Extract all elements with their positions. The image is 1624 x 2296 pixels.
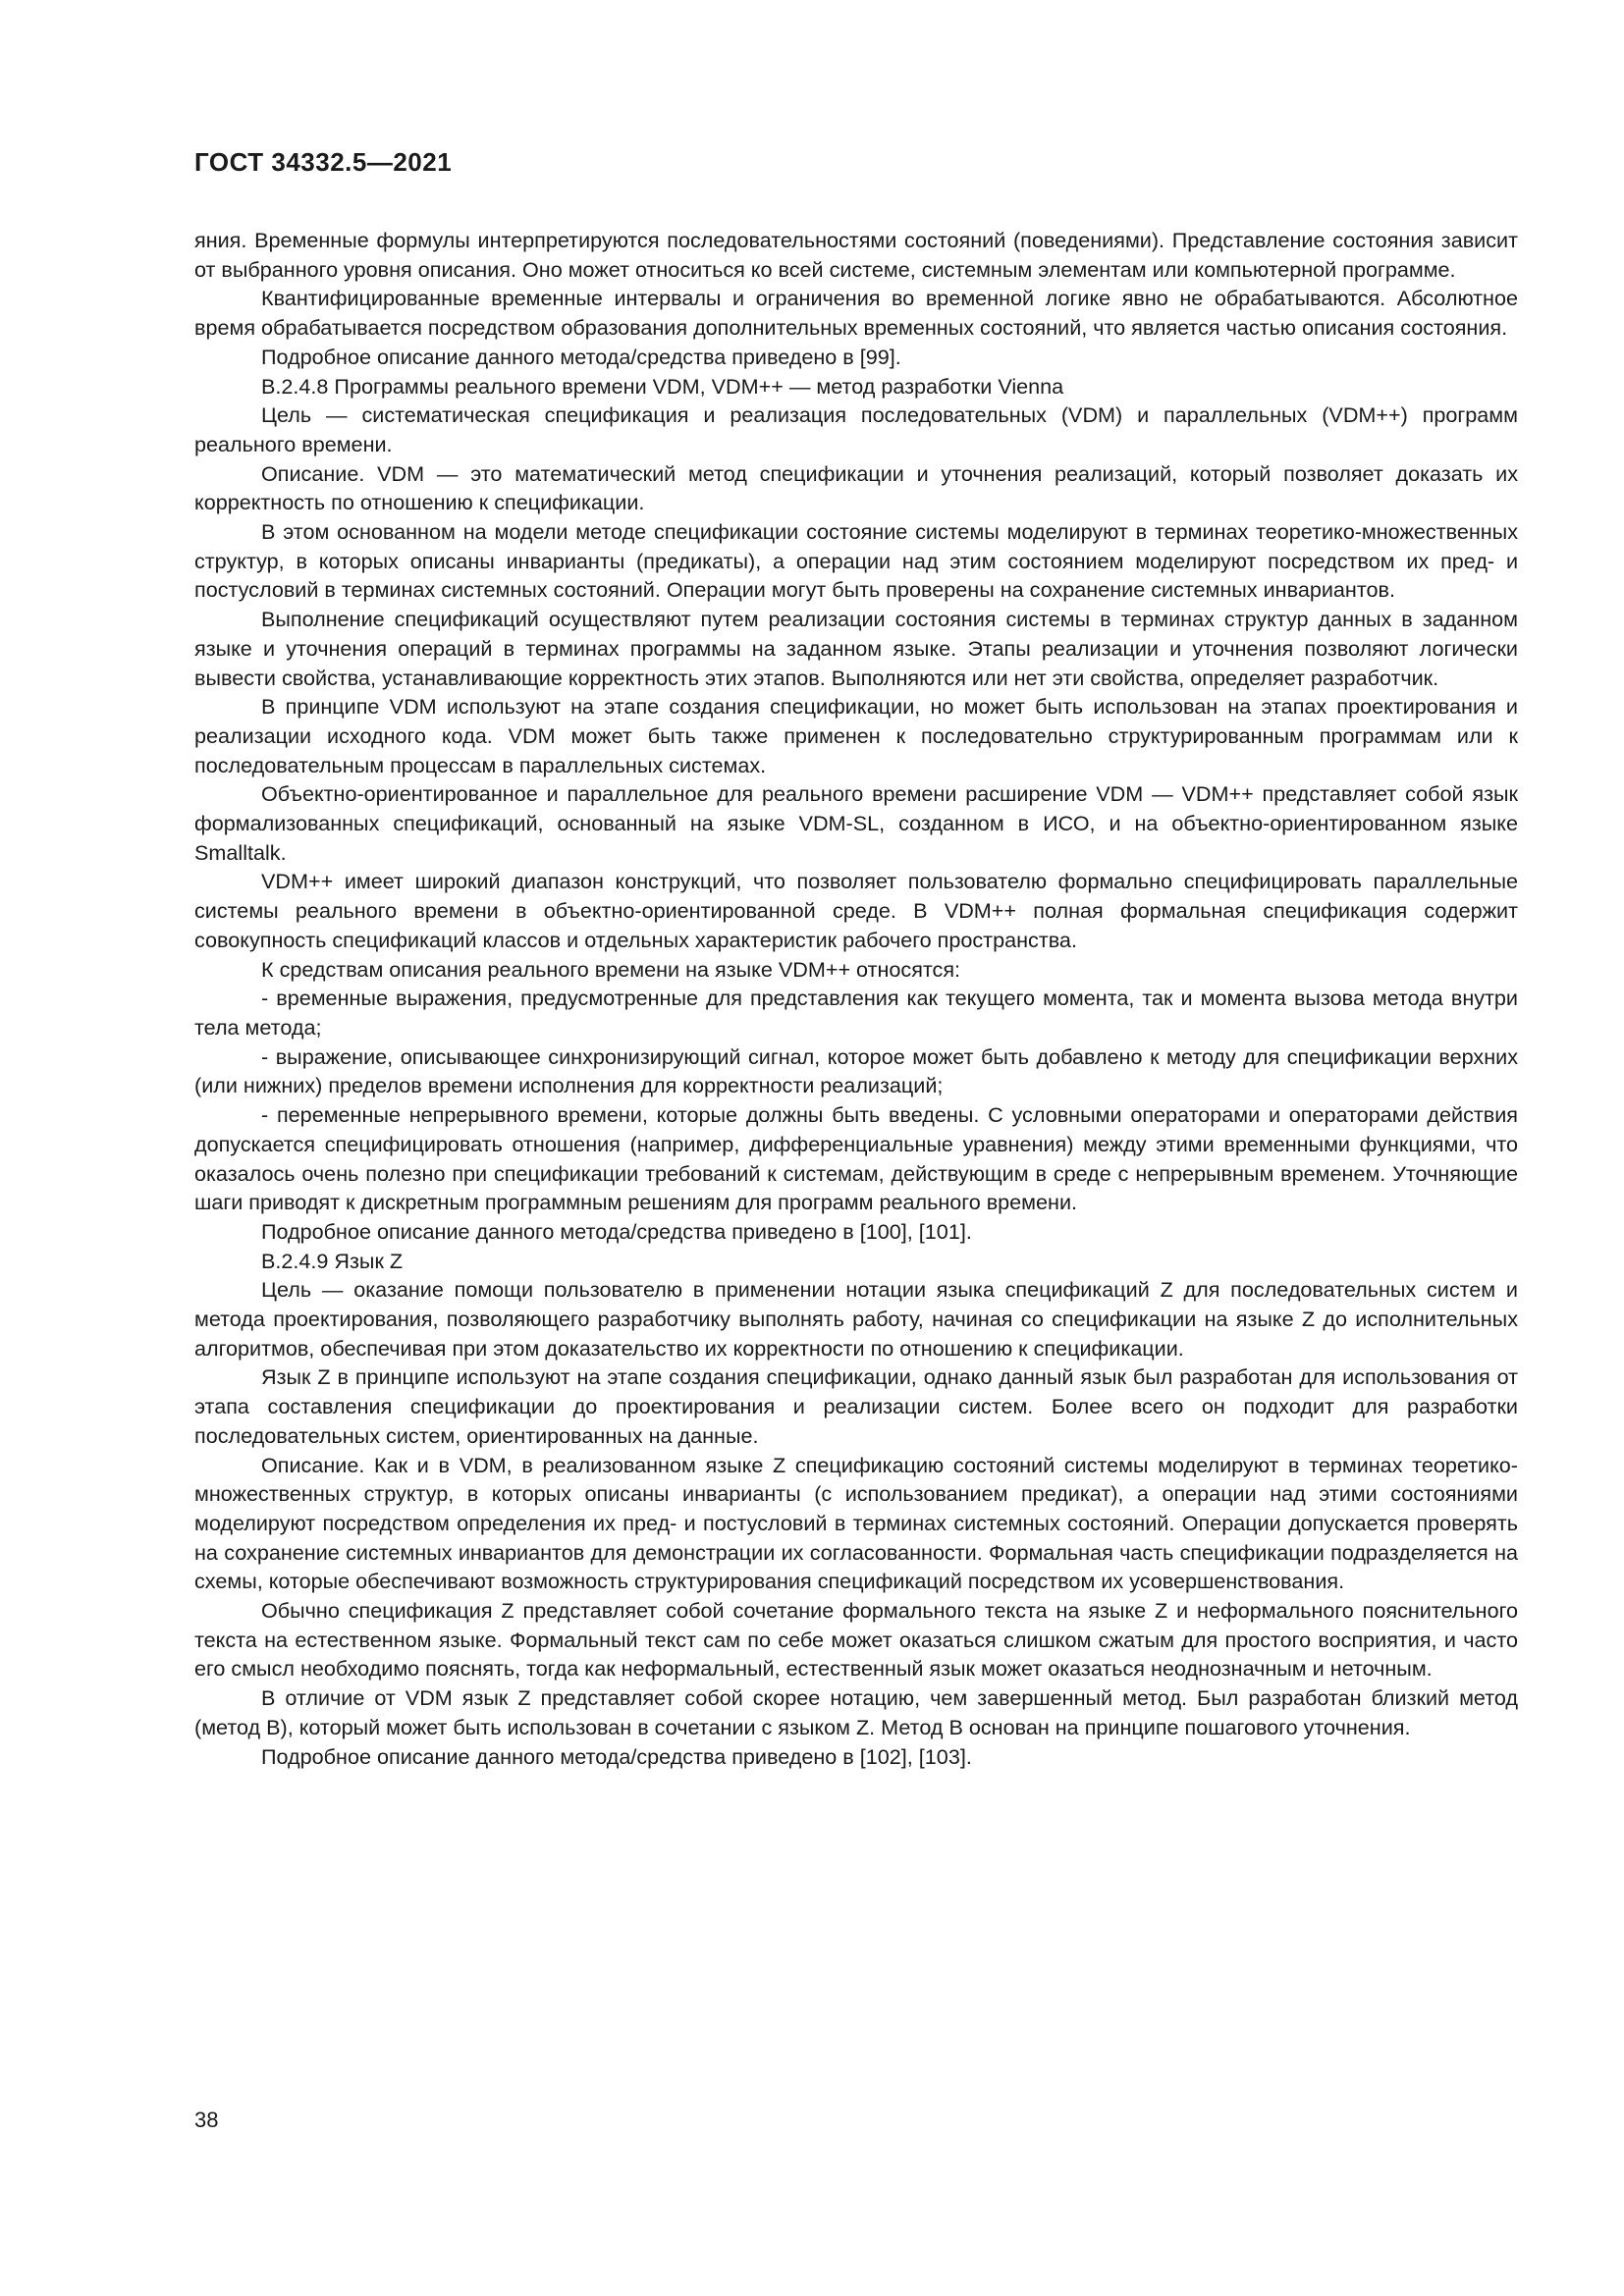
- paragraph: Цель — оказание помощи пользователю в применении нотации языка спецификаций Z для последовательных систем и метода проектирования, позволяющего разработчику выполнять работу, начиная со спецификации на языке Z до исполнительных алгоритмов, обеспечивая при этом доказательство их корректности по отношению к спецификации.: [194, 1277, 1518, 1361]
- paragraph: К средствам описания реального времени на языке VDM++ относятся:: [261, 956, 961, 982]
- paragraph: В отличие от VDM язык Z представляет собой скорее нотацию, чем завершенный метод. Был разработан близкий метод (метод B), который может быть использован в сочетании с языком Z. Метод B основан на принципе пошагового уточнения.: [194, 1685, 1518, 1739]
- list-item: - переменные непрерывного времени, которые должны быть введены. С условными операторами и операторами действия допускается специфицировать отношения (например, дифференциальные уравнения) между этими временными функциями, что оказалось очень полезно при спецификации требований к системам, действующим в среде с непрерывным временем. Уточняющие шаги приводят к дискретным программным решениям для программ реального времени.: [194, 1102, 1518, 1215]
- paragraph: Выполнение спецификаций осуществляют путем реализации состояния системы в терминах структур данных в заданном языке и уточнения операций в терминах программы на заданном языке. Этапы реализации и уточнения позволяют логически вывести свойства, устанавливающие корректность этих этапов. Выполняются или нет эти свойства, определяет разработчик.: [194, 607, 1518, 690]
- document-header: ГОСТ 34332.5—2021: [194, 147, 453, 177]
- paragraph: Описание. VDM — это математический метод спецификации и уточнения реализаций, который позволяет доказать их корректность по отношению к спецификации.: [194, 460, 1518, 515]
- paragraph: яния. Временные формулы интерпретируются последовательностями состояний (поведениями). Представление состояния зависит от выбранного уровня описания. Оно может относиться ко всей системе, системным элементам или компьютерной программе.: [194, 228, 1518, 282]
- paragraph: Подробное описание данного метода/средства приведено в [99].: [261, 344, 901, 369]
- page-number: 38: [194, 2108, 219, 2132]
- list-item: - выражение, описывающее синхронизирующий сигнал, которое может быть добавлено к методу для спецификации верхних (или нижних) пределов времени исполнения для корректности реализаций;: [194, 1043, 1518, 1098]
- paragraph: В принципе VDM используют на этапе создания спецификации, но может быть использован на этапах проектирования и реализации исходного кода. VDM может быть также применен к последовательно структурированным программам или к последовательным процессам в параллельных системах.: [194, 694, 1518, 777]
- list-item: - временные выражения, предусмотренные для представления как текущего момента, так и момента вызова метода внутри тела метода;: [194, 986, 1518, 1040]
- paragraph: Объектно-ориентированное и параллельное для реального времени расширение VDM — VDM++ представляет собой язык формализованных спецификаций, основанный на языке VDM-SL, созданном в ИСО, и на объектно-ориентированном языке Smalltalk.: [194, 781, 1518, 865]
- section-heading-b249: B.2.4.9 Язык Z: [261, 1248, 404, 1273]
- paragraph: Подробное описание данного метода/средства приведено в [100], [101].: [261, 1218, 972, 1244]
- document-body: [194, 226, 1518, 1771]
- paragraph: VDM++ имеет широкий диапазон конструкций, что позволяет пользователю формально специфицировать параллельные системы реального времени в объектно-ориентированной среде. В VDM++ полная формальная спецификация содержит совокупность спецификаций классов и отдельных характеристик рабочего пространства.: [194, 869, 1518, 952]
- paragraph: Квантифицированные временные интервалы и ограничения во временной логике явно не обрабатываются. Абсолютное время обрабатывается посредством образования дополнительных временных состояний, что является частью описания состояния.: [194, 286, 1518, 341]
- paragraph: Обычно спецификация Z представляет собой сочетание формального текста на языке Z и неформального пояснительного текста на естественном языке. Формальный текст сам по себе может оказаться слишком сжатым для простого восприятия, и часто его смысл необходимо пояснять, тогда как неформальный, естественный язык может оказаться неоднозначным и неточным.: [194, 1598, 1518, 1682]
- paragraph: В этом основанном на модели методе спецификации состояние системы моделируют в терминах теоретико-множественных структур, в которых описаны инварианты (предикаты), а операции над этим состоянием моделируют посредством их пред- и постусловий в терминах системных состояний. Операции могут быть проверены на сохранение системных инвариантов.: [194, 519, 1518, 603]
- paragraph: Язык Z в принципе используют на этапе создания спецификации, однако данный язык был разработан для использования от этапа составления спецификации до проектирования и реализации систем. Более всего он подходит для разработки последовательных систем, ориентированных на данные.: [194, 1364, 1518, 1448]
- paragraph: Цель — систематическая спецификация и реализация последовательных (VDM) и параллельных (VDM++) программ реального времени.: [194, 402, 1518, 456]
- paragraph: Описание. Как и в VDM, в реализованном языке Z спецификацию состояний системы моделируют в терминах теоретико-множественных структур, в которых описаны инварианты (с использованием предикат), а операции над этими состояниями моделируют посредством определения их пред- и постусловий в терминах системных состояний. Операции допускается проверять на сохранение системных инвариантов для демонстрации их согласованности. Формальная часть спецификации подразделяется на схемы, которые обеспечивают возможность структурирования спецификаций посредством их усовершенствования.: [194, 1452, 1518, 1594]
- section-heading-b248: B.2.4.8 Программы реального времени VDM, VDM++ — метод разработки Vienna: [261, 373, 1064, 399]
- paragraph: Подробное описание данного метода/средства приведено в [102], [103].: [261, 1743, 972, 1769]
